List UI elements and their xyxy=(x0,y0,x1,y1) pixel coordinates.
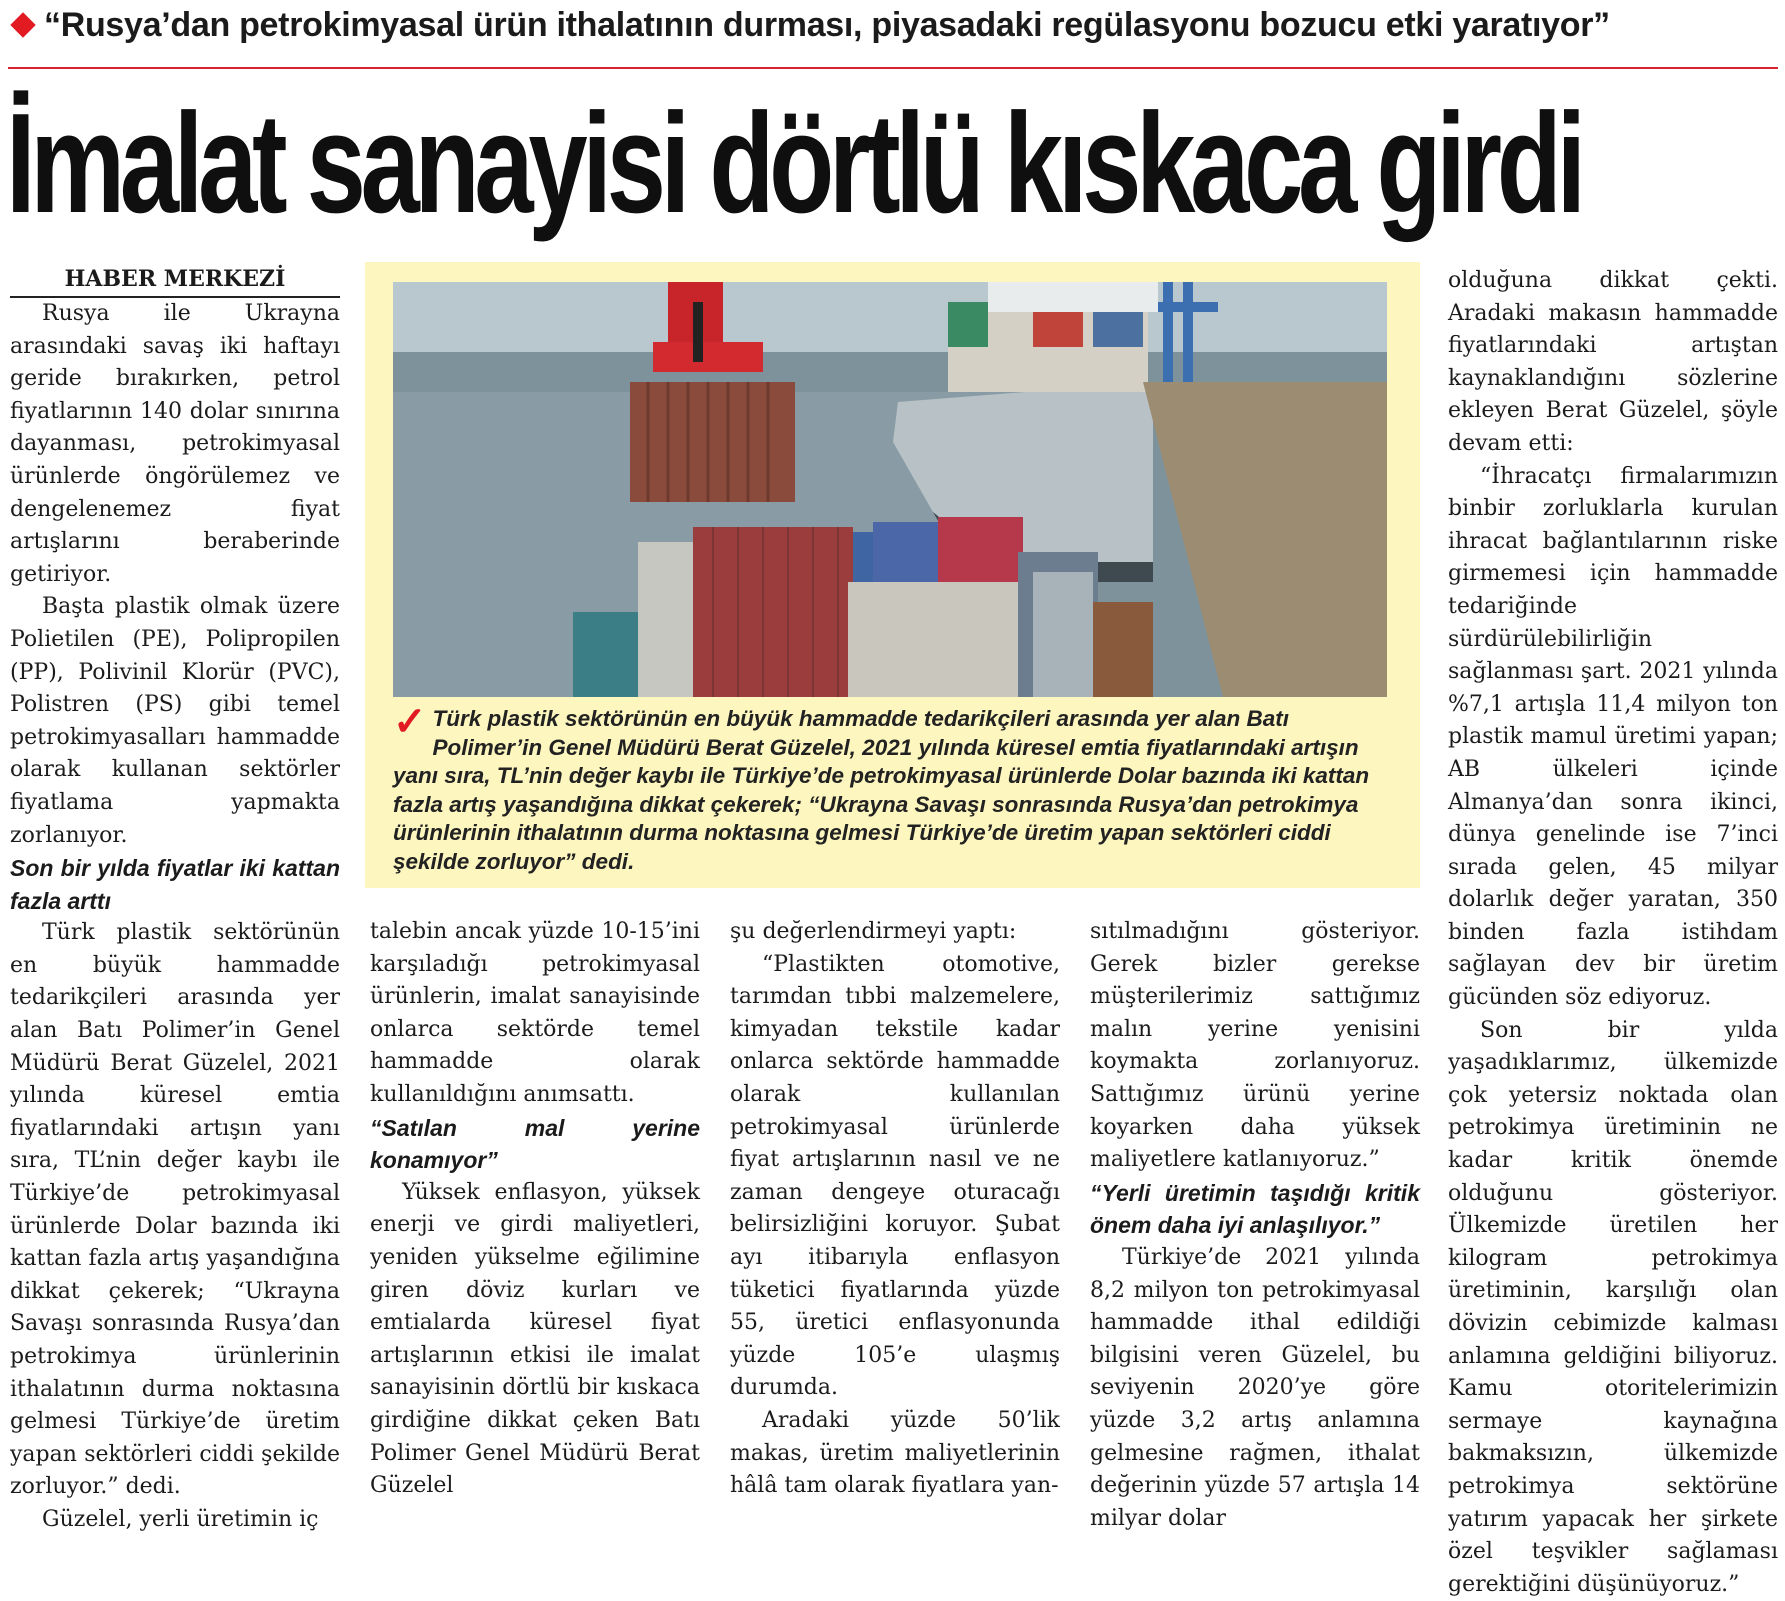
ship-illustration xyxy=(393,282,1387,697)
paragraph: Yüksek enflasyon, yüksek enerji ve girdi maliyetleri, yeniden yükselme eğilimine giren döviz kurları ve emtialarda küresel fiyat artışlarının etkisi ile imalat sanayisinin dörtlü bir kıskaca girdiğine dikkat çeken Batı Polimer Genel Müdürü Berat Güzelel xyxy=(370,1179,700,1499)
paragraph: şu değerlendirmeyi yaptı: xyxy=(730,919,1017,944)
byline: HABER MERKEZİ xyxy=(64,266,286,292)
paragraph: Başta plastik olmak üzere Polietilen (PE), Polipropilen (PP), Polivinil Klorür (PVC), Polistren (PS) gibi temel petrokimyasalları hammadde olarak kullanan sektörler fiyatlama yapmakta zorlanıyor. xyxy=(10,594,340,848)
paragraph: “Plastikten otomotive, tarımdan tıbbi malzemelere, kimyadan tekstile kadar onlarca sektörde hammadde olarak kullanılan petrokimyasal ürünlerde fiyat artışlarının nasıl ve ne zaman dengeye oturacağı belirsizliğini koruyor. Şubat ayı itibarıyla enflasyon tüketici fiyatlarında yüzde 55, üretici enflasyonunda yüzde 105’e ulaşmış durumda. xyxy=(730,951,1060,1401)
subheading: “Yerli üretimin taşıdığı kritik önem daha iyi anlaşılıyor.” xyxy=(1090,1179,1420,1239)
paragraph: sıtılmadığını gösteriyor. Gerek bizler gerekse müşterilerimiz sattığımız malın yerine yenisini koymakta zorlanıyoruz. Sattığımız ürünü yerine koyarken daha yüksek maliyetlere katlanıyoruz.” xyxy=(1090,919,1420,1173)
paragraph: Rusya ile Ukrayna arasındaki savaş iki haftayı geride bırakırken, petrol fiyatlarının 140 dolar sınırına dayanması, petrokimyasal ürünlerde öngörülemez ve dengelenemez fiyat artışlarını beraberinde getiriyor. xyxy=(10,301,340,587)
paragraph: Türkiye’de 2021 yılında 8,2 milyon ton petrokimyasal hammadde ithal edildiği bilgisini veren Güzelel, bu seviyenin 2020’ye göre yüzde 3,2 artış anlamına gelmesine rağmen, ithalat değerinin yüzde 57 artışla 14 milyar dolar xyxy=(1090,1244,1420,1531)
cargo-ship-photo xyxy=(393,282,1387,697)
paragraph: Güzelel, yerli üretimin iç xyxy=(42,1506,319,1532)
paragraph: olduğuna dikkat çekti. Aradaki makasın hammadde fiyatlarındaki artıştan kaynaklandığını sözlerine ekleyen Berat Güzelel, şöyle devam etti: xyxy=(1448,268,1778,456)
column-3 xyxy=(730,916,1060,1503)
red-divider xyxy=(8,67,1778,69)
column-5 xyxy=(1448,265,1778,1601)
paragraph: “İhracatçı firmalarımızın binbir zorluklarla kurulan ihracat bağlantılarının riske girmemesi için hammadde tedariğinde sürdürülebilirliğin sağlanması şart. 2021 yılında %7,1 artışla 11,4 milyon ton plastik mamul üretimi yapan; AB ülkeleri içinde Almanya’dan sonra ikinci, dünya genelinde ise 7’inci sırada gelen, 45 milyar dolarlık değer yaratan, 350 binden fazla istihdam sağlayan dev bir üretim gücünden söz ediyoruz. xyxy=(1448,463,1778,1011)
column-2 xyxy=(370,916,700,1503)
paragraph: Son bir yılda yaşadıklarımız, ülkemizde çok yetersiz noktada olan petrokimya üretiminin ne kadar kritik önemde olduğunu gösteriyor. Ülkemizde üretilen her kilogram petrokimya üretiminin, karşılığı olan dövizin cebimizde kalması anlamına geldiğini biliyoruz. Kamu otoritelerimizin sermaye kaynağına bakmaksızın, ülkemizde petrokimya sektörüne yatırım yapacak her şirkete özel teşvikler sağlaması gerektiğini düşünüyoruz.” xyxy=(1448,1017,1778,1597)
column-4 xyxy=(1090,916,1420,1535)
subheading: Son bir yılda fiyatlar iki kattan fazla arttı xyxy=(10,855,340,914)
paragraph: Türk plastik sektörünün en büyük hammadde tedarikçileri arasında yer alan Batı Polimer’in Genel Müdürü Berat Güzelel, 2021 yılında küresel emtia fiyatlarındaki artışın yanı sıra, TL’nin değer kaybı ile Türkiye’de petrokimyasal ürünlerde Dolar bazında iki kattan fazla artış yaşandığına dikkat çekerek; “Ukrayna Savaşı sonrasında Rusya’dan petrokimya ürünlerinin ithalatının durma noktasına gelmesi Türkiye’de üretim yapan sektörleri ciddi şekilde zorluyor.” dedi. xyxy=(10,920,340,1500)
kicker-text: “Rusya’dan petrokimyasal ürün ithalatının durması, piyasadaki regülasyonu bozucu etki yaratıyor” xyxy=(44,6,1610,44)
caption-text: Türk plastik sektörünün en büyük hammadde tedarikçileri arasında yer alan Batı Polimer’in Genel Müdürü Berat Güzelel, 2021 yılında küresel emtia fiyatlarındaki artışın yanı sıra, TL’nin değer kaybı ile Türkiye’de petrokimyasal ürünlerde Dolar bazında iki kattan fazla artış yaşandığına dikkat çekerek; “Ukrayna Savaşı sonrasında Rusya’dan petrokimya ürünlerinin ithalatının durma noktasına gelmesi Türkiye’de üretim yapan sektörleri ciddi şekilde zorluyor” dedi. xyxy=(393,706,1370,874)
diamond-icon xyxy=(10,12,35,37)
column-1 xyxy=(10,298,340,1537)
headline: İmalat sanayisi dörtlü kıskaca girdi xyxy=(6,84,1581,243)
subheading: “Satılan mal yerine konamıyor” xyxy=(370,1114,700,1174)
paragraph: talebin ancak yüzde 10-15’ini karşıladığı petrokimyasal ürünlerin, imalat sanayisinde onlarca sektörde temel hammadde olarak kullanıldığını anımsattı. xyxy=(370,919,700,1107)
paragraph: Aradaki yüzde 50’lik makas, üretim maliyetlerinin hâlâ tam olarak fiyatlara yan- xyxy=(730,1407,1060,1499)
checkmark-icon: ✓ xyxy=(393,700,427,744)
photo-caption xyxy=(393,700,1393,876)
kicker-line xyxy=(8,6,1778,58)
